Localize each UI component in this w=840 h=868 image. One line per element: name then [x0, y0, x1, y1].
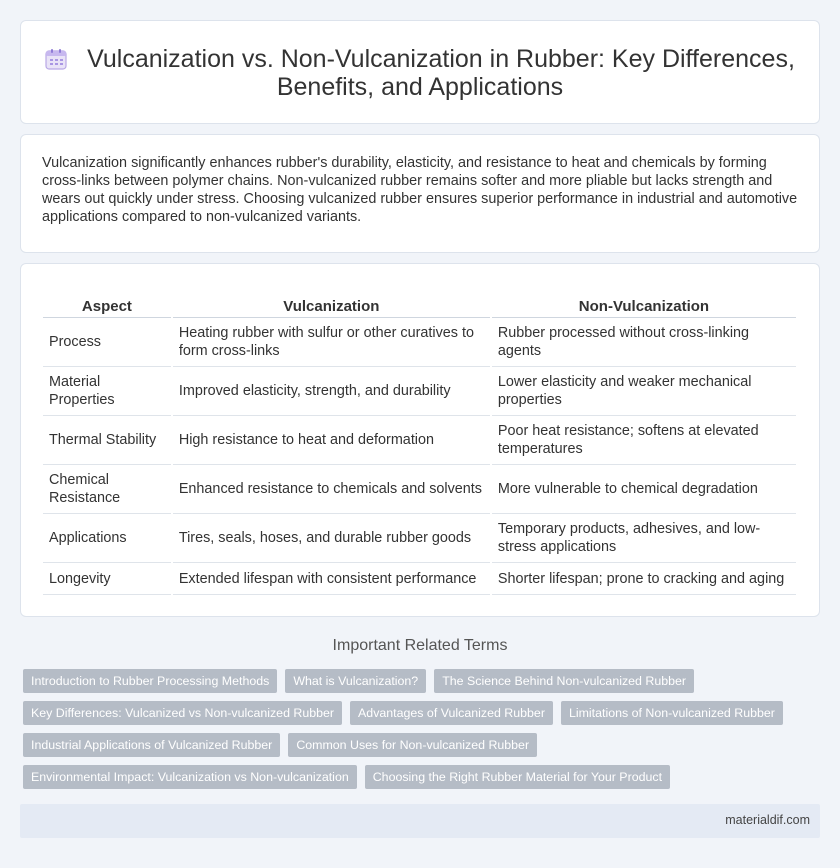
- table-row: [43, 563, 796, 595]
- intro-card: [20, 134, 820, 253]
- table-cell: Temporary products, adhesives, and low-stress applications: [492, 514, 796, 563]
- table-row: [43, 465, 796, 514]
- table-row: [43, 514, 796, 563]
- related-term-link[interactable]: Limitations of Non-vulcanized Rubber: [561, 701, 783, 725]
- header-non-vulcanization: Non-Vulcanization: [492, 294, 796, 318]
- table-header-row: [43, 294, 796, 318]
- table-cell: Tires, seals, hoses, and durable rubber goods: [173, 514, 490, 563]
- table-cell: Longevity: [43, 563, 171, 595]
- footer: [20, 804, 820, 838]
- table-cell: Material Properties: [43, 367, 171, 416]
- table-cell: Applications: [43, 514, 171, 563]
- related-term-link[interactable]: Industrial Applications of Vulcanized Rubber: [23, 733, 280, 757]
- title-wrap: [21, 45, 819, 101]
- tag-row: [23, 669, 823, 693]
- table-cell: Heating rubber with sulfur or other curatives to form cross-links: [173, 318, 490, 367]
- related-term-link[interactable]: Environmental Impact: Vulcanization vs Non-vulcanization: [23, 765, 357, 789]
- related-term-link[interactable]: What is Vulcanization?: [285, 669, 426, 693]
- table-row: [43, 367, 796, 416]
- table-cell: Rubber processed without cross-linking agents: [492, 318, 796, 367]
- comparison-table: [41, 294, 798, 595]
- header-vulcanization: Vulcanization: [173, 294, 490, 318]
- related-terms-heading: Important Related Terms: [332, 637, 508, 654]
- table-cell: More vulnerable to chemical degradation: [492, 465, 796, 514]
- page-title: Vulcanization vs. Non-Vulcanization in Rubber: Key Differences, Benefits, and Applications: [87, 45, 795, 101]
- tag-row: [23, 733, 823, 757]
- related-term-link[interactable]: Common Uses for Non-vulcanized Rubber: [288, 733, 537, 757]
- comparison-card: [20, 263, 820, 617]
- related-term-link[interactable]: Introduction to Rubber Processing Methods: [23, 669, 277, 693]
- tag-row: [23, 765, 823, 789]
- footer-site-name: materialdif.com: [725, 813, 810, 827]
- intro-paragraph: Vulcanization significantly enhances rubber's durability, elasticity, and resistance to heat and chemicals by forming cross-links between polymer chains. Non-vulcanized rubber remains softer and more pliable but lacks strength and wears out quickly under stress. Choosing vulcanized rubber ensures superior performance in industrial and automotive applications compared to non-vulcanized variants.: [42, 155, 798, 225]
- title-card: [20, 20, 820, 124]
- related-terms-tags: [23, 669, 823, 797]
- table-cell: Lower elasticity and weaker mechanical properties: [492, 367, 796, 416]
- table-cell: Process: [43, 318, 171, 367]
- table-cell: Chemical Resistance: [43, 465, 171, 514]
- table-cell: Improved elasticity, strength, and durability: [173, 367, 490, 416]
- table-cell: Shorter lifespan; prone to cracking and aging: [492, 563, 796, 595]
- table-cell: Poor heat resistance; softens at elevated temperatures: [492, 416, 796, 465]
- related-term-link[interactable]: Advantages of Vulcanized Rubber: [350, 701, 553, 725]
- calendar-icon: [45, 48, 67, 70]
- related-term-link[interactable]: Choosing the Right Rubber Material for Your Product: [365, 765, 670, 789]
- table-cell: Extended lifespan with consistent performance: [173, 563, 490, 595]
- tag-row: [23, 701, 823, 725]
- table-cell: High resistance to heat and deformation: [173, 416, 490, 465]
- table-row: [43, 318, 796, 367]
- table-cell: Enhanced resistance to chemicals and solvents: [173, 465, 490, 514]
- table-row: [43, 416, 796, 465]
- table-cell: Thermal Stability: [43, 416, 171, 465]
- related-term-link[interactable]: Key Differences: Vulcanized vs Non-vulcanized Rubber: [23, 701, 342, 725]
- related-term-link[interactable]: The Science Behind Non-vulcanized Rubber: [434, 669, 694, 693]
- header-aspect: Aspect: [43, 294, 171, 318]
